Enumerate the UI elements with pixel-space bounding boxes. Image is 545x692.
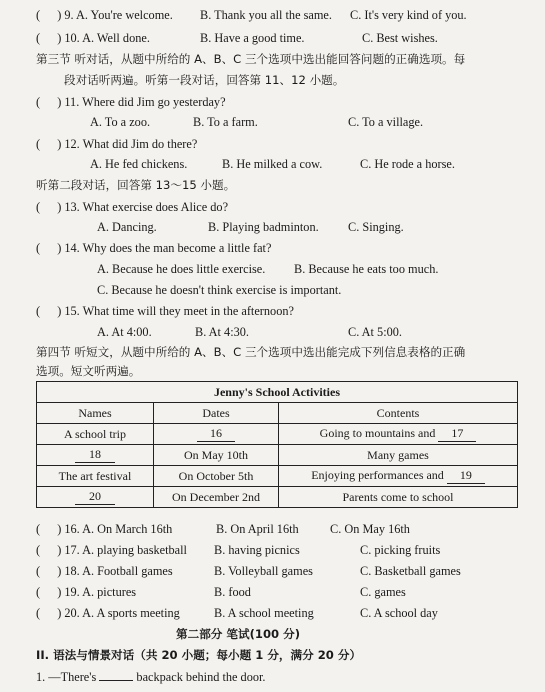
blank-17: 17 [438,426,476,442]
question-19 [36,585,136,600]
answer-paren: ( [36,31,41,45]
q18-option-b: B. Volleyball games [214,564,313,578]
answer-paren: ( [36,137,41,151]
q10-option-a: ) 10. A. Well done. [57,31,150,45]
q9-option-b: B. Thank you all the same. [200,8,332,22]
table-title: Jenny's School Activities [37,382,518,403]
q9-option-a: ) 9. A. You're welcome. [57,8,173,22]
cell-content: Many games [279,445,518,466]
q11-option-b: B. To a farm. [193,115,258,129]
question-18 [36,564,173,579]
q12-option-c: C. He rode a horse. [360,157,455,171]
question-11 [36,95,226,110]
dialog-2-instructions: 听第二段对话，回答第 13～15 小题。 [36,178,236,192]
cell-name: A school trip [37,424,154,445]
q10-option-c: C. Best wishes. [362,31,438,45]
q17-option-c: C. picking fruits [360,543,441,557]
blank-19: 19 [447,468,485,484]
cell-name [37,445,154,466]
q18-option-c: C. Basketball games [360,564,461,578]
q16-option-a: ) 16. A. On March 16th [57,522,173,536]
q13-option-b: B. Playing badminton. [208,220,319,234]
cell-date: On May 10th [154,445,279,466]
answer-paren: ( [36,543,41,557]
answer-paren: ( [36,564,41,578]
q19-option-a: ) 19. A. pictures [57,585,137,599]
cell-name [37,487,154,508]
q13-option-a: A. Dancing. [97,220,157,234]
q1-suffix: backpack behind the door. [136,670,266,684]
q11-option-a: A. To a zoo. [90,115,151,129]
q16-option-c: C. On May 16th [330,522,410,536]
q13-option-c: C. Singing. [348,220,404,234]
header-contents: Contents [279,403,518,424]
header-dates: Dates [154,403,279,424]
answer-paren: ( [36,522,41,536]
section-3-instructions-cont: 段对话听两遍。听第一段对话，回答第 11、12 小题。 [64,73,345,87]
section-3-instructions: 第三节 听对话，从题中所给的 A、B、C 三个选项中选出能回答问题的正确选项。每 [36,52,466,66]
blank-20: 20 [75,489,115,505]
q15-option-a: A. At 4:00. [97,325,152,339]
q20-option-c: C. A school day [360,606,438,620]
q19-option-c: C. games [360,585,406,599]
q20-option-b: B. A school meeting [214,606,314,620]
section-4-instructions-cont: 选项。短文听两遍。 [36,364,141,378]
question-20 [36,606,180,621]
q1-prefix: 1. —There's [36,670,97,684]
q11-option-c: C. To a village. [348,115,424,129]
header-names: Names [37,403,154,424]
q17-option-b: B. having picnics [214,543,300,557]
q14-stem: ) 14. Why does the man become a little fat? [57,241,272,255]
q15-option-c: C. At 5:00. [348,325,402,339]
answer-paren: ( [36,8,41,22]
table-header-row [37,403,518,424]
q9-option-c: C. It's very kind of you. [350,8,467,22]
cell-name: The art festival [37,466,154,487]
section-2-heading: II. 语法与情景对话（共 20 小题；每小题 1 分，满分 20 分） [36,648,362,662]
table-row [37,445,518,466]
cell-content [279,466,518,487]
question-16 [36,522,172,537]
cell-content [279,424,518,445]
grammar-question-1 [36,669,266,685]
q12-stem: ) 12. What did Jim do there? [57,137,198,151]
blank-16: 16 [197,426,235,442]
q17-option-a: ) 17. A. playing basketball [57,543,187,557]
q13-stem: ) 13. What exercise does Alice do? [57,200,229,214]
q11-stem: ) 11. Where did Jim go yesterday? [57,95,226,109]
answer-paren: ( [36,95,41,109]
section-4-instructions: 第四节 听短文，从题中所给的 A、B、C 三个选项中选出能完成下列信息表格的正确 [36,345,466,359]
q19-option-b: B. food [214,585,251,599]
question-10 [36,31,150,46]
answer-paren: ( [36,585,41,599]
content-text: Enjoying performances and [311,468,444,482]
question-17 [36,543,187,558]
answer-paren: ( [36,241,41,255]
question-15 [36,304,294,319]
question-14 [36,241,271,256]
content-text: Going to mountains and [319,426,436,440]
cell-content: Parents come to school [279,487,518,508]
question-12 [36,137,197,152]
table-row [37,424,518,445]
table-row [37,487,518,508]
activities-table [36,381,518,508]
question-13 [36,200,228,215]
q12-option-b: B. He milked a cow. [222,157,323,171]
blank-18: 18 [75,447,115,463]
q16-option-b: B. On April 16th [216,522,299,536]
part-2-heading: 第二部分 笔试(100 分) [176,627,301,641]
cell-date [154,424,279,445]
q14-option-c: C. Because he doesn't think exercise is important. [97,283,342,297]
cell-date: On December 2nd [154,487,279,508]
q18-option-a: ) 18. A. Football games [57,564,173,578]
q14-option-b: B. Because he eats too much. [294,262,439,276]
question-9 [36,8,173,23]
q14-option-a: A. Because he does little exercise. [97,262,266,276]
cell-date: On October 5th [154,466,279,487]
answer-paren: ( [36,200,41,214]
q12-option-a: A. He fed chickens. [90,157,188,171]
q15-stem: ) 15. What time will they meet in the afternoon? [57,304,294,318]
answer-paren: ( [36,304,41,318]
q10-option-b: B. Have a good time. [200,31,305,45]
table-row [37,466,518,487]
q15-option-b: B. At 4:30. [195,325,249,339]
q20-option-a: ) 20. A. A sports meeting [57,606,180,620]
answer-paren: ( [36,606,41,620]
